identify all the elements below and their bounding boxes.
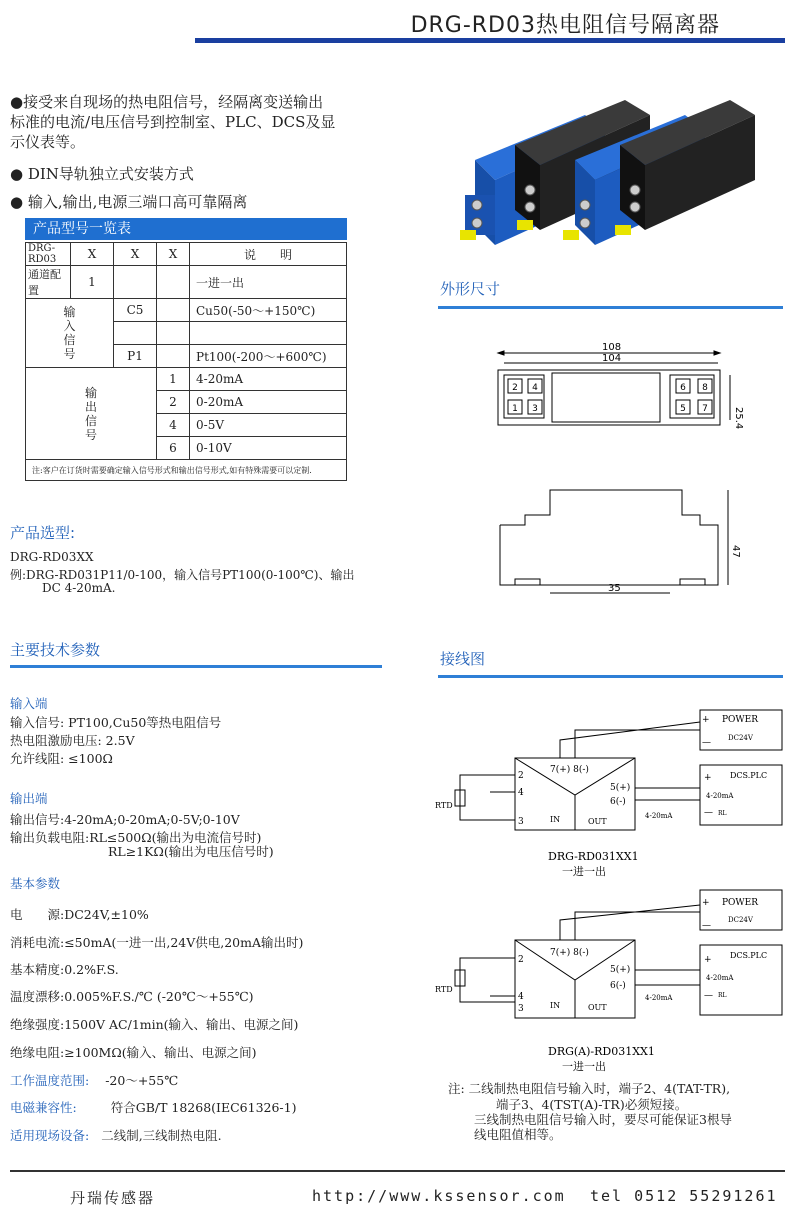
input-heading: 输入端 xyxy=(10,696,48,711)
input-line: 允许线阻: ≤100Ω xyxy=(10,751,113,766)
svg-text:OUT: OUT xyxy=(588,817,607,826)
svg-text:DC24V: DC24V xyxy=(728,916,753,924)
svg-text:4-20mA: 4-20mA xyxy=(645,812,673,820)
temp-value: -20～+55℃ xyxy=(105,1073,179,1088)
basic-line: 消耗电流:≤50mA(一进一出,24V供电,20mA输出时) xyxy=(10,935,304,950)
input-desc: Pt100(-200～+600℃) xyxy=(190,345,347,368)
svg-text:7(+) 8(-): 7(+) 8(-) xyxy=(550,948,589,958)
svg-text:4: 4 xyxy=(518,992,524,1002)
svg-text:6: 6 xyxy=(680,383,686,393)
intro-line: 标准的电流/电压信号到控制室、PLC、DCS及显 xyxy=(10,113,336,131)
svg-text:DCS.PLC: DCS.PLC xyxy=(730,951,768,960)
dimensions-divider xyxy=(438,306,783,309)
svg-text:一进一出: 一进一出 xyxy=(562,865,606,878)
intro xyxy=(10,92,390,212)
temp-label: 工作温度范围: xyxy=(10,1073,90,1088)
dim-108: 108 xyxy=(602,342,622,353)
col-x2: X xyxy=(114,243,157,266)
temp-range xyxy=(10,1072,178,1089)
svg-text:POWER: POWER xyxy=(722,715,759,725)
input-desc xyxy=(190,322,347,345)
footer-url[interactable]: http://www.kssensor.com xyxy=(312,1187,566,1205)
svg-text:一进一出: 一进一出 xyxy=(562,1060,606,1073)
col-x1: X xyxy=(71,243,114,266)
svg-text:RL: RL xyxy=(718,810,727,817)
output-code: 2 xyxy=(157,391,190,414)
svg-text:2: 2 xyxy=(518,955,524,965)
note-line: 三线制热电阻信号输入时，要尽可能保证3根导 xyxy=(474,1112,732,1127)
page-title: DRG-RD03热电阻信号隔离器 xyxy=(410,13,720,38)
row-channel-code: 1 xyxy=(71,266,114,299)
specs-divider xyxy=(10,665,382,668)
svg-text:5: 5 xyxy=(680,404,686,414)
svg-text:4: 4 xyxy=(518,788,524,798)
svg-text:4: 4 xyxy=(532,383,538,393)
field-devices xyxy=(10,1127,222,1144)
col-desc: 说 明 xyxy=(190,243,347,266)
title-bar xyxy=(195,38,785,43)
svg-text:OUT: OUT xyxy=(588,1003,607,1012)
wiring-divider xyxy=(438,675,783,678)
dimension-drawing xyxy=(490,335,760,605)
emc-label: 电磁兼容性: xyxy=(10,1100,77,1115)
dim-104: 104 xyxy=(602,353,622,364)
intro-line: ●接受来自现场的热电阻信号，经隔离变送输出 xyxy=(10,93,324,111)
svg-text:—: — xyxy=(704,991,713,1001)
selection-line: 例:DRG-RD031P11/0-100，输入信号PT100(0-100℃)、输出 xyxy=(10,568,355,582)
svg-text:+: + xyxy=(704,773,712,783)
product-photo xyxy=(455,85,790,255)
col-model: DRG-RD03 xyxy=(26,243,71,266)
svg-text:—: — xyxy=(702,921,711,931)
table-note: 注:客户在订货时需要确定输入信号形式和输出信号形式,如有特殊需要可以定制. xyxy=(26,460,347,481)
input-signal-label: 输 入 信 号 xyxy=(26,299,114,368)
row-channel-label: 通道配置 xyxy=(26,266,71,299)
svg-text:+: + xyxy=(702,715,710,725)
svg-text:+: + xyxy=(704,955,712,965)
svg-text:1: 1 xyxy=(512,404,518,414)
col-x3: X xyxy=(157,243,190,266)
wiring-diagram-1 xyxy=(455,710,782,830)
output-desc: 0-5V xyxy=(190,414,347,437)
input-line: 热电阻激励电压: 2.5V xyxy=(10,733,135,748)
wiring-heading: 接线图 xyxy=(440,650,486,668)
output-heading: 输出端 xyxy=(10,791,48,806)
note-line: 注: 二线制热电阻信号输入时，端子2、4(TAT-TR), xyxy=(448,1081,731,1096)
input-desc: Cu50(-50～+150℃) xyxy=(190,299,347,322)
svg-text:4-20mA: 4-20mA xyxy=(645,994,673,1002)
footer-company: 丹瑞传感器 xyxy=(70,1189,156,1207)
output-desc: 4-20mA xyxy=(190,368,347,391)
field-label: 适用现场设备: xyxy=(10,1128,90,1143)
svg-text:8: 8 xyxy=(702,383,708,393)
svg-text:2: 2 xyxy=(512,383,518,393)
svg-text:5(+): 5(+) xyxy=(610,965,631,975)
svg-text:IN: IN xyxy=(550,1001,561,1010)
basic-line: 基本精度:0.2%F.S. xyxy=(10,962,119,977)
field-value: 二线制,三线制热电阻. xyxy=(101,1128,222,1143)
input-code: P1 xyxy=(114,345,157,368)
model-table-header: 产品型号一览表 xyxy=(25,218,347,240)
svg-text:3: 3 xyxy=(518,817,524,827)
svg-text:4-20mA: 4-20mA xyxy=(706,974,734,982)
basic-heading: 基本参数 xyxy=(10,876,61,891)
input-code: C5 xyxy=(114,299,157,322)
dim-25-4: 25.4 xyxy=(733,407,744,430)
svg-text:7(+) 8(-): 7(+) 8(-) xyxy=(550,765,589,775)
svg-text:DRG(A)-RD031XX1: DRG(A)-RD031XX1 xyxy=(548,1045,655,1058)
basic-line: 绝缘强度:1500V AC/1min(输入、输出、电源之间) xyxy=(10,1017,299,1032)
svg-text:6(-): 6(-) xyxy=(610,797,626,807)
selection-heading: 产品选型: xyxy=(10,524,76,542)
output-signal-label: 输 出 信 号 xyxy=(26,368,157,460)
intro-line: ● 输入,输出,电源三端口高可靠隔离 xyxy=(10,193,248,211)
svg-text:3: 3 xyxy=(532,404,538,414)
selection-line: DC 4-20mA. xyxy=(42,581,116,595)
svg-text:DRG-RD031XX1: DRG-RD031XX1 xyxy=(548,850,639,863)
svg-text:RL: RL xyxy=(718,992,727,999)
dimensions-heading: 外形尺寸 xyxy=(440,280,501,298)
output-code: 4 xyxy=(157,414,190,437)
svg-text:DC24V: DC24V xyxy=(728,734,753,742)
emc xyxy=(10,1099,296,1116)
basic-line: 电 源:DC24V,±10% xyxy=(10,907,149,922)
svg-text:—: — xyxy=(704,808,713,818)
output-line: 输出信号:4-20mA;0-20mA;0-5V;0-10V xyxy=(10,812,240,827)
selection-line: DRG-RD03XX xyxy=(10,550,94,564)
dim-35: 35 xyxy=(608,583,621,594)
svg-text:IN: IN xyxy=(550,815,561,824)
svg-text:RTD: RTD xyxy=(435,985,453,994)
output-desc: 0-20mA xyxy=(190,391,347,414)
dim-47: 47 xyxy=(730,545,741,558)
row-channel-desc: 一进一出 xyxy=(190,266,347,299)
basic-line: 绝缘电阻:≥100MΩ(输入、输出、电源之间) xyxy=(10,1045,257,1060)
specs-heading: 主要技术参数 xyxy=(10,641,101,659)
basic-line: 温度漂移:0.005%F.S./℃ (-20℃～+55℃) xyxy=(10,989,254,1004)
svg-text:POWER: POWER xyxy=(722,898,759,908)
input-code xyxy=(114,322,157,345)
model-table xyxy=(25,242,347,481)
intro-line: 示仪表等。 xyxy=(10,133,86,151)
input-line: 输入信号: PT100,Cu50等热电阻信号 xyxy=(10,715,222,730)
svg-text:7: 7 xyxy=(702,404,708,414)
output-code: 6 xyxy=(157,437,190,460)
intro-line: ● DIN导轨独立式安装方式 xyxy=(10,165,194,183)
svg-text:6(-): 6(-) xyxy=(610,981,626,991)
emc-value: 符合GB/T 18268(IEC61326-1) xyxy=(110,1100,297,1115)
output-line: 输出负载电阻:RL≤500Ω(输出为电流信号时) xyxy=(10,830,262,845)
svg-text:—: — xyxy=(702,738,711,748)
output-code: 1 xyxy=(157,368,190,391)
output-line: RL≥1KΩ(输出为电压信号时) xyxy=(108,844,274,859)
wiring-diagrams xyxy=(430,700,790,1080)
svg-text:RTD: RTD xyxy=(435,801,453,810)
svg-text:DCS.PLC: DCS.PLC xyxy=(730,771,768,780)
output-desc: 0-10V xyxy=(190,437,347,460)
svg-text:4-20mA: 4-20mA xyxy=(706,792,734,800)
note-line: 线电阻值相等。 xyxy=(474,1127,562,1142)
svg-text:2: 2 xyxy=(518,771,524,781)
footer-divider xyxy=(10,1170,785,1172)
footer-tel: tel 0512 55291261 xyxy=(590,1187,778,1205)
svg-text:+: + xyxy=(702,898,710,908)
svg-text:3: 3 xyxy=(518,1004,524,1014)
svg-text:5(+): 5(+) xyxy=(610,783,631,793)
note-line: 端子3、4(TST(A)-TR)必须短接。 xyxy=(496,1097,688,1112)
